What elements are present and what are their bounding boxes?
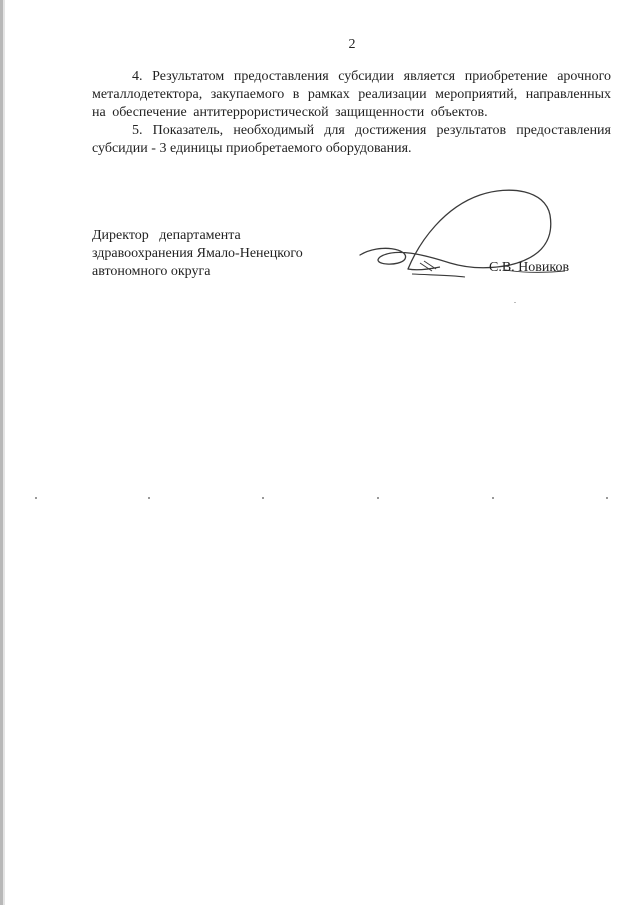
- scan-dot: [35, 497, 37, 499]
- scan-dot: [492, 497, 494, 499]
- signatory-name: С.В. Новиков: [489, 260, 570, 275]
- scan-dot: [262, 497, 264, 499]
- scan-artifact-dots: [0, 497, 640, 501]
- paragraph-5: 5. Показатель, необходимый для достижения результатов предоставления субсидии - 3 единицы приобретаемого оборудования.: [92, 123, 611, 156]
- signatory-title-line-2: здравоохранения Ямало-Ненецкого: [92, 246, 303, 261]
- scan-dot: [148, 497, 150, 499]
- signatory-title-line-3: автономного округа: [92, 264, 211, 279]
- page-left-edge-shadow: [3, 0, 5, 905]
- scan-dot: [377, 497, 379, 499]
- page-number: 2: [348, 37, 356, 52]
- document-body: [92, 68, 611, 158]
- scan-dot: [606, 497, 608, 499]
- scan-speck: [514, 302, 516, 303]
- signatory-title-line-1: Директор департамента: [92, 228, 241, 243]
- signatory-position: [92, 227, 303, 281]
- paragraph-4: 4. Результатом предоставления субсидии является приобретение арочного металлодетектора, закупаемого в рамках реализации мероприятий, направленных на обеспечение антитеррористической защищенности объектов.: [92, 69, 611, 120]
